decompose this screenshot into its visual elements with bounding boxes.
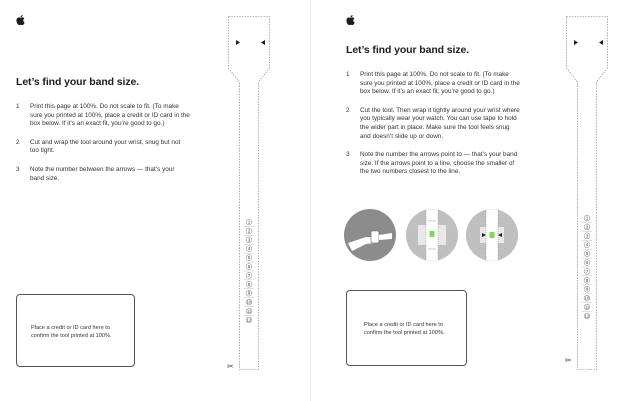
band-size-number: 1 xyxy=(585,215,589,221)
band-sizer-outline xyxy=(228,16,270,370)
tool-front-illustration xyxy=(406,209,458,261)
step-number: 1 xyxy=(16,103,20,110)
band-size-number: 2 xyxy=(247,228,251,234)
scissors-icon: ✂ xyxy=(565,356,572,365)
step-number: 3 xyxy=(16,165,20,173)
step-number: 3 xyxy=(346,151,350,159)
step-number: 2 xyxy=(16,138,20,146)
arrow-right-icon xyxy=(574,40,578,45)
step-text: Note the number the arrows point to — that’s your band size. If the arrows point to a line, choose the smaller of the two numbers closest to the line. xyxy=(360,151,518,176)
instruction-steps xyxy=(16,103,190,193)
band-size-number: 8 xyxy=(247,281,251,287)
step-text: Cut and wrap the tool around your wrist, snug but not too tight. xyxy=(30,138,181,155)
band-sizer-tool xyxy=(228,16,270,370)
wrap-tool-illustration xyxy=(344,209,396,261)
credit-card-box xyxy=(346,290,467,366)
band-size-number: 6 xyxy=(247,264,251,269)
step-item xyxy=(16,103,190,129)
card-box-text: Place a credit or ID card here to confirm the tool printed at 100%. xyxy=(364,322,445,336)
band-size-number: 9 xyxy=(247,290,251,296)
band-size-scale xyxy=(582,215,592,319)
band-size-number: 5 xyxy=(585,251,589,257)
band-size-number: 4 xyxy=(247,246,251,252)
band-size-number: 10 xyxy=(584,295,590,301)
band-size-number: 7 xyxy=(247,272,251,278)
band-size-number: 11 xyxy=(584,304,590,310)
step-item xyxy=(16,139,190,156)
band-size-number: 5 xyxy=(247,255,251,261)
credit-card-box xyxy=(16,294,135,367)
right-page xyxy=(310,0,620,401)
band-size-number: 6 xyxy=(585,260,589,265)
band-size-number: 11 xyxy=(246,308,252,314)
step-text: Print this page at 100%. Do not scale to fit. (To make sure you printed at 100%, place a credit or ID card in the box below. If it’s an exact fit, you’re good to go.) xyxy=(360,71,520,96)
card-box-text: Place a credit or ID card here to confirm the tool printed at 100%. xyxy=(31,325,112,339)
band-size-number: 1 xyxy=(247,219,251,225)
band-size-number: 12 xyxy=(584,313,590,319)
tool-arrows-illustration xyxy=(466,209,518,261)
page-title: Let’s find your band size. xyxy=(16,76,140,88)
step-number: 2 xyxy=(346,106,350,114)
band-size-scale xyxy=(244,219,254,323)
scissors-icon: ✂ xyxy=(227,362,234,371)
step-item xyxy=(346,151,520,177)
apple-logo-icon xyxy=(16,15,25,25)
band-sizer-outline xyxy=(566,16,608,370)
step-item xyxy=(16,166,190,183)
band-size-number: 3 xyxy=(247,237,251,243)
page-title: Let’s find your band size. xyxy=(346,44,470,56)
step-text: Note the number between the arrows — that’s your band size. xyxy=(30,165,175,182)
band-size-number: 8 xyxy=(585,277,589,283)
band-size-number: 2 xyxy=(585,224,589,230)
step-item xyxy=(346,71,520,97)
band-size-number: 7 xyxy=(585,268,589,274)
band-size-number: 10 xyxy=(246,299,252,305)
band-sizer-tool xyxy=(566,16,608,370)
band-size-number: 3 xyxy=(585,233,589,239)
apple-logo-icon xyxy=(346,15,355,25)
instruction-steps xyxy=(346,71,520,187)
step-number: 1 xyxy=(346,71,350,78)
step-text: Print this page at 100%. Do not scale to fit. (To make sure you printed at 100%, place a credit or ID card in the box below. If it’s an exact fit, you’re good to go.) xyxy=(30,103,190,128)
step-text: Cut the tool. Then wrap it tightly around your wrist where you typically wear your watch. You can use tape to hold the wider part in place. Make sure the tool feels snug and doesn’t slide up or down. xyxy=(360,106,520,140)
band-size-number: 9 xyxy=(585,286,589,292)
step-item xyxy=(346,107,520,141)
arrow-right-icon xyxy=(236,40,240,45)
arrow-left-icon xyxy=(599,40,603,45)
band-size-number: 4 xyxy=(585,242,589,248)
arrow-left-icon xyxy=(261,40,265,45)
band-size-number: 12 xyxy=(246,317,252,323)
